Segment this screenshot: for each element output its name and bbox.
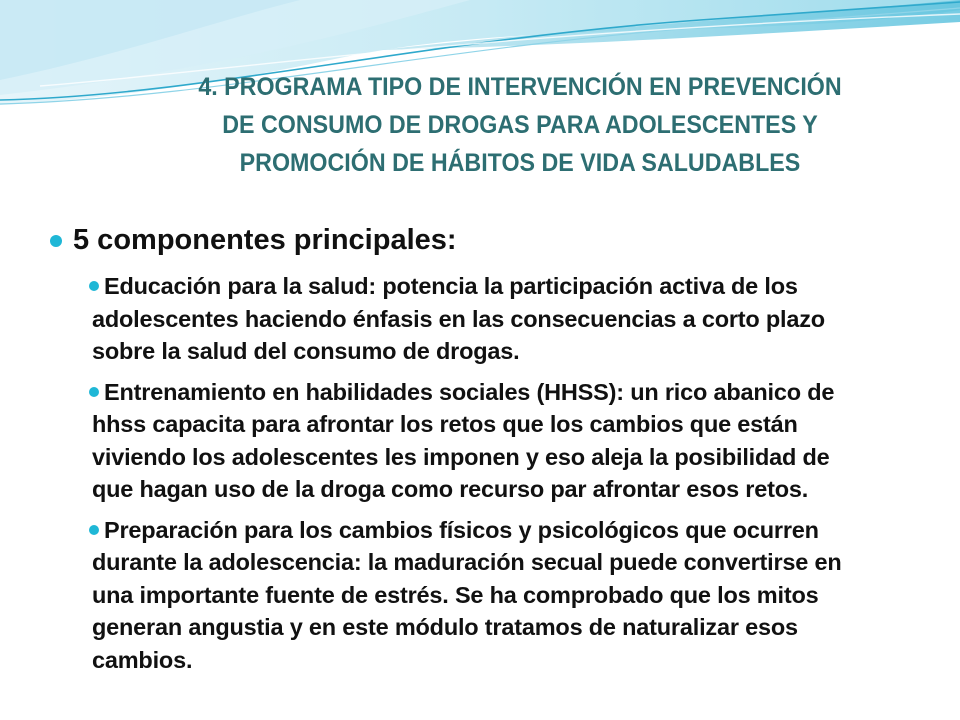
list-item-educacion xyxy=(92,270,927,368)
item-line: una importante fuente de estrés. Se ha comprobado que los mitos xyxy=(92,581,819,608)
item-line: cambios. xyxy=(92,646,193,673)
item-line: durante la adolescencia: la maduración secual puede convertirse en xyxy=(92,549,842,575)
item-line: que hagan uso de la droga como recurso par afrontar esos retos. xyxy=(92,476,809,502)
components-list xyxy=(92,270,927,684)
item-line: Educación para la salud: potencia la participación activa de los xyxy=(104,273,798,299)
item-line: viviendo los adolescentes les imponen y eso aleja la posibilidad de xyxy=(92,443,830,470)
item-line: sobre la salud del consumo de drogas. xyxy=(92,338,520,364)
title-line-3: PROMOCIÓN DE HÁBITOS DE VIDA SALUDABLES xyxy=(239,149,801,177)
slide-title xyxy=(157,68,882,182)
list-item-habilidades xyxy=(92,376,927,506)
title-line-1: 4. PROGRAMA TIPO DE INTERVENCIÓN EN PREVENCIÓN xyxy=(198,73,842,101)
title-line-2: DE CONSUMO DE DROGAS PARA ADOLESCENTES Y xyxy=(222,111,818,139)
item-line: generan angustia y en este módulo tratamos de naturalizar esos xyxy=(92,614,798,640)
item-line: Preparación para los cambios físicos y psicológicos que ocurren xyxy=(104,516,819,543)
item-line: adolescentes haciendo énfasis en las consecuencias a corto plazo xyxy=(92,305,825,332)
bullet-icon xyxy=(89,387,99,397)
bullet-icon xyxy=(50,235,62,247)
item-line: hhss capacita para afrontar los retos que los cambios que están xyxy=(92,411,798,437)
section-heading xyxy=(73,224,457,257)
item-line: Entrenamiento en habilidades sociales (HHSS): un rico abanico de xyxy=(104,378,835,405)
list-item-preparacion xyxy=(92,514,927,677)
bullet-icon xyxy=(89,281,99,291)
bullet-icon xyxy=(89,525,99,535)
heading-text: 5 componentes principales: xyxy=(73,224,457,256)
